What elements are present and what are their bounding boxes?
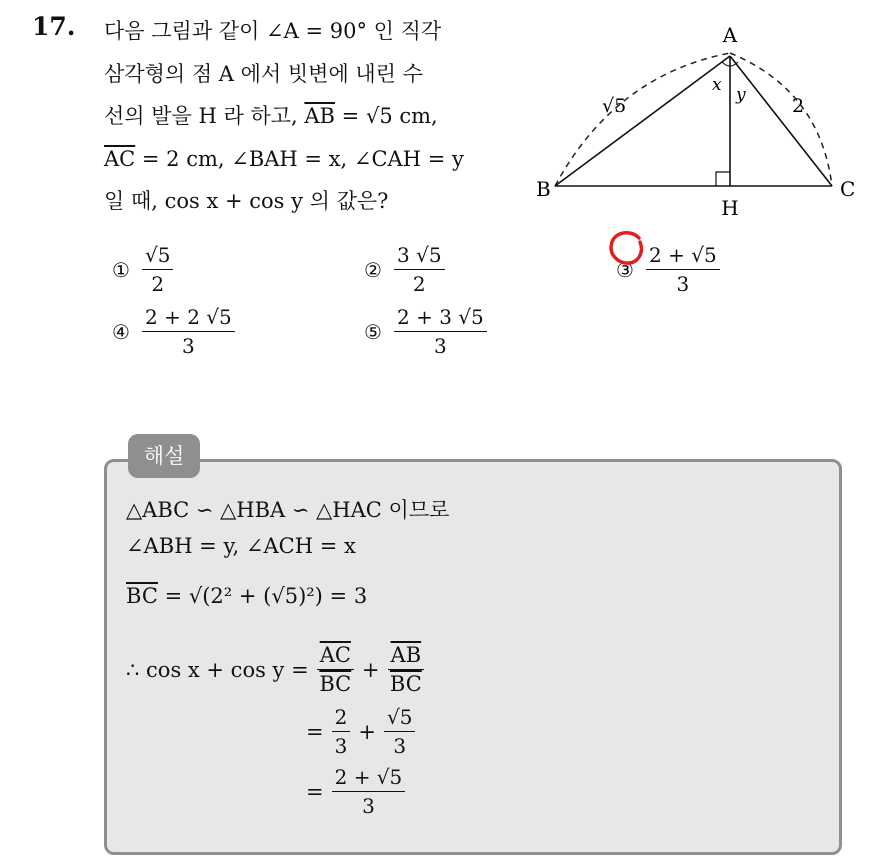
choice-2[interactable]: ② $\frac{3 √5}{2}$ xyxy=(364,242,445,297)
label-x: x xyxy=(712,75,722,95)
label-ab-length: √5 xyxy=(602,95,627,117)
label-b: B xyxy=(536,177,551,201)
question-line-5: 일 때, cos x + cos y 의 값은? xyxy=(104,189,389,213)
side-ab xyxy=(555,56,730,186)
choice-4[interactable]: ④ $\frac{2 + 2 √5}{3}$ xyxy=(112,304,235,359)
choice-1[interactable]: ① $\frac{√5}{2}$ xyxy=(112,242,173,297)
right-angle-mark xyxy=(716,172,730,186)
question-line-1: 다음 그림과 같이 ∠A = 90° 인 직각 xyxy=(104,19,442,43)
question-line-2: 삼각형의 점 A 에서 빗변에 내린 수 xyxy=(104,61,423,86)
label-c: C xyxy=(840,177,856,201)
label-y: y xyxy=(736,85,746,105)
question-line-3: 선의 발을 H 라 하고, $\overline{AB} = √5$ cm, xyxy=(104,104,438,128)
explanation-line-4: ∴ cos x + cos y = $\frac{\overline{AC}}{BC}$ + $\frac{\overline{AB}}{BC}$ xyxy=(126,642,424,697)
fraction-ac-bc: $\frac{\overline{AC}}{BC}$ xyxy=(317,642,354,697)
explanation-line-6: = $\frac{2 + √5}{3}$ xyxy=(306,764,405,819)
selected-answer-circle xyxy=(606,228,646,268)
explanation-line-1: △ABC ∽ △HBA ∽ △HAC 이므로 xyxy=(126,498,450,522)
label-h: H xyxy=(721,196,739,220)
question-text xyxy=(104,10,514,223)
fraction-ab-bc: $\frac{\overline{AB}}{BC}$ xyxy=(388,642,425,697)
question-number: 17. xyxy=(32,12,76,41)
label-ac-length: 2 xyxy=(792,95,805,117)
question-line-4: $\overline{AC} = 2$ cm, ∠BAH = x, ∠CAH = y xyxy=(104,146,464,171)
label-a: A xyxy=(722,23,738,47)
explanation-tag: 해설 xyxy=(128,434,200,478)
explanation-line-2: ∠ABH = y, ∠ACH = x xyxy=(126,534,356,558)
side-ac xyxy=(730,56,832,186)
explanation-line-5: = $\frac{2}{3}$ + $\frac{√5}{3}$ xyxy=(306,704,415,759)
choice-3[interactable]: ③ $\frac{2 + √5}{3}$ xyxy=(616,242,720,297)
triangle-figure xyxy=(520,20,870,225)
explanation-line-3: $\overline{BC} = √(2^2 + (√5)^2) = 3$ xyxy=(126,584,368,608)
choice-5[interactable]: ⑤ $\frac{2 + 3 √5}{3}$ xyxy=(364,304,487,359)
